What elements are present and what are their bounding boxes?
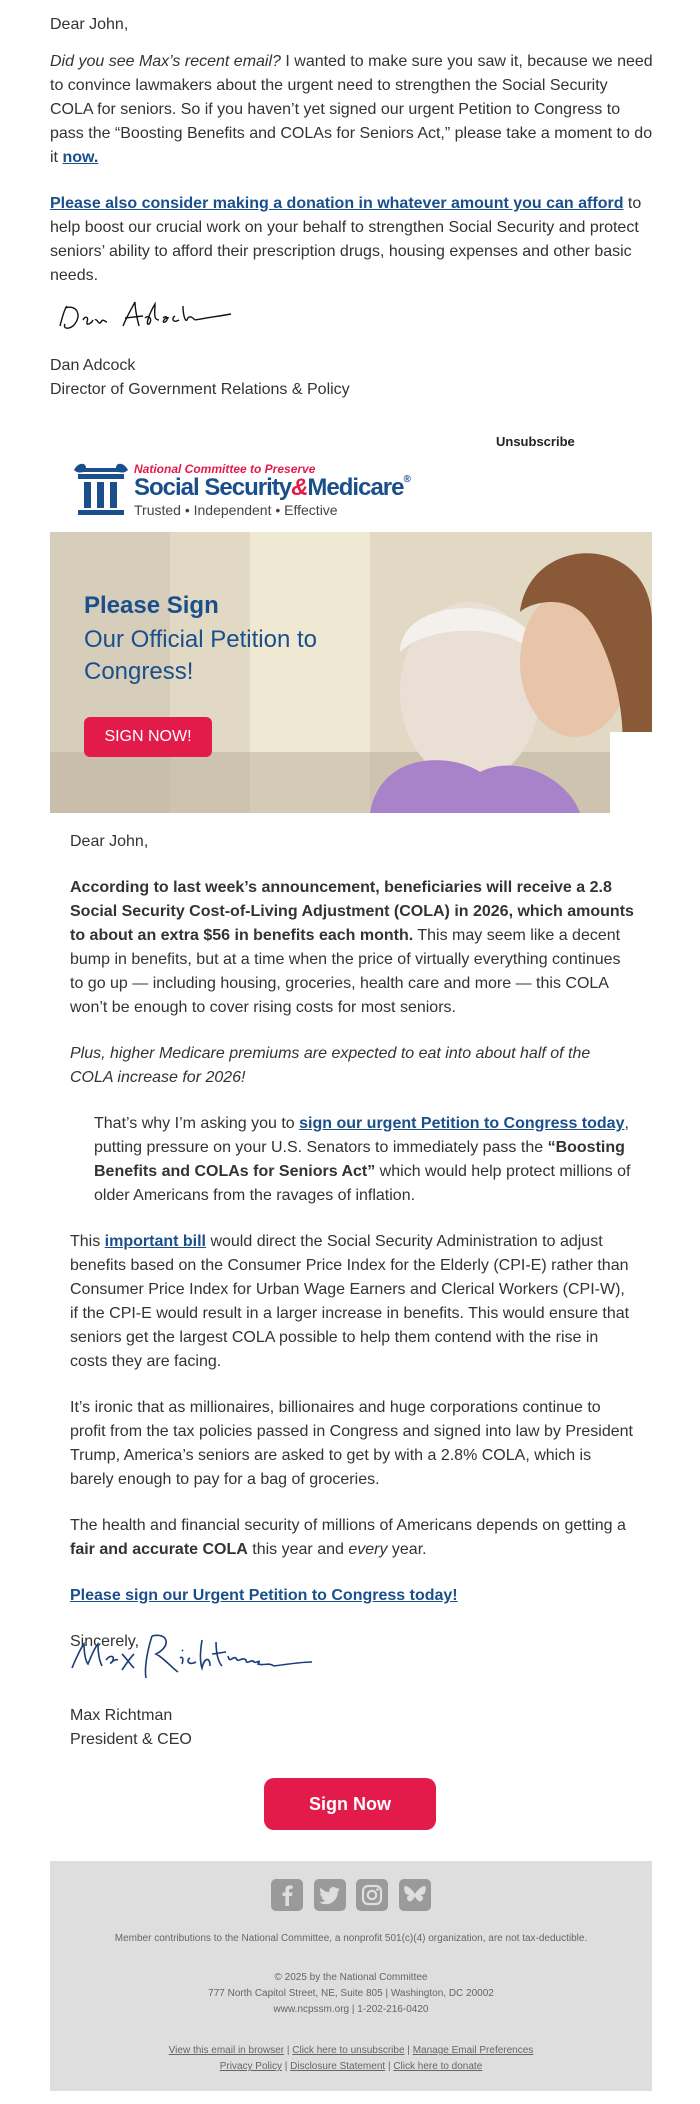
letter-signer-title: President & CEO [70,1731,192,1748]
letter-signer-block [70,1704,192,1752]
intro-p1-italic: Did you see Max’s recent email? [50,53,281,70]
petition-link[interactable]: sign our urgent Petition to Congress today [299,1115,625,1132]
view-in-browser-link[interactable]: View this email in browser [168,2045,285,2056]
letter-p4-a: This [70,1233,105,1250]
ncpssm-logo[interactable] [72,460,432,522]
intro-p2-text: to help boost our crucial work on your behalf to strengthen Social Security and protect seniors’ ability to afford their prescription drugs, housing expenses and other basic needs. [50,195,642,284]
intro-signer-title: Director of Government Relations & Policy [50,381,350,398]
footer-address: 777 North Capitol Street, NE, Suite 805 | Washington, DC 20002 [208,1988,494,1999]
intro-signer-block [50,354,350,402]
pillar-icon [72,460,130,516]
intro-signer-name: Dan Adcock [50,357,136,374]
letter-paragraph-4 [70,1230,634,1374]
letter-p6-c: year. [387,1541,427,1558]
letter-p3-bold: “Boosting Benefits and COLAs for Seniors Act” [94,1139,625,1180]
logo-ampersand: & [291,474,308,501]
logo-line-2 [134,474,410,502]
letter-greeting: Dear John, [70,833,149,850]
letter-p4-b: would direct the Social Security Administration to adjust benefits based on the Consumer Price Index for the Elderly (CPI-E) rather than Consumer Price Index for Urban Wage Earners and Clerical Workers (CPI-W), if the CPI-E would result in a larger increase in benefits. This would ensure that seniors get the largest COLA possible to help them contend with the rise in costs they are facing. [70,1233,630,1370]
letter-paragraph-7 [70,1584,634,1608]
donation-link[interactable]: Please also consider making a donation in whatever amount you can afford [50,195,624,212]
urgent-petition-link[interactable]: Please sign our Urgent Petition to Congress today! [70,1587,458,1604]
letter-paragraph-5: It’s ironic that as millionaires, billionaires and huge corporations continue to profit from the tax policies passed in Congress and signed into law by President Trump, America’s seniors are asked to get by with a 2.8% COLA, which is barely enough to pay for a bag of groceries. [70,1399,633,1488]
intro-greeting: Dear John, [50,16,129,33]
footer-copyright: © 2025 by the National Committee [274,1972,428,1983]
hero-sign-now-button[interactable]: SIGN NOW! [84,717,212,757]
letter-p6-italic: every [348,1541,388,1558]
letter-paragraph-2 [70,1042,634,1090]
privacy-policy-link[interactable]: Privacy Policy [219,2061,282,2072]
max-richtman-signature [68,1628,318,1693]
manage-preferences-link[interactable]: Manage Email Preferences [412,2045,534,2056]
letter-closing: Sincerely, [70,1633,140,1650]
letter-p1-text: This may seem like a decent bump in benefits, but at a time when the price of virtually everything continues to go up — including housing, groceries, health care and more — this COLA won’t be enough to cover rising costs for most seniors. [70,927,621,1016]
footer-unsubscribe-link[interactable]: Click here to unsubscribe [292,2045,405,2056]
facebook-icon[interactable] [271,1879,303,1911]
bluesky-icon[interactable] [399,1879,431,1911]
hero-banner[interactable] [50,532,652,813]
intro-now-link[interactable]: now. [62,149,99,166]
letter-p2-italic: Plus, higher Medicare premiums are expected to eat into about half of the COLA increase for 2026! [70,1045,591,1086]
sign-now-button[interactable]: Sign Now [264,1778,436,1830]
letter-p3-b: , putting pressure on your U.S. Senators to immediately pass the [94,1115,629,1156]
dan-adcock-signature [55,296,235,341]
intro-p1-text: I wanted to make sure you saw it, because we need to convince lawmakers about the urgent need to strengthen the Social Security COLA for seniors. So if you haven’t yet signed our urgent Petition to Congress to pass the “Boosting Benefits and COLAs for Seniors Act,” please take a moment to do it [50,53,653,166]
letter-p6-a: The health and financial security of millions of Americans depends on getting a [70,1517,626,1534]
letter-paragraph-3 [70,1112,634,1208]
logo-tagline: Trusted • Independent • Effective [134,502,338,518]
footer-disclaimer: Member contributions to the National Committee, a nonprofit 501(c)(4) organization, are not tax-deductible. [114,1933,588,1944]
logo-medicare: Medicare [307,474,404,501]
unsubscribe-link[interactable]: Unsubscribe [496,434,575,449]
important-bill-link[interactable]: important bill [104,1233,206,1250]
letter-p6-b: this year and [247,1541,349,1558]
email-footer [50,1861,652,2091]
letter-p1-bold: According to last week’s announcement, beneficiaries will receive a 2.8 Social Security Cost-of-Living Adjustment (COLA) in 2026, which amounts to about an extra $56 in benefits each month. [70,879,634,944]
letter-paragraph-1 [70,876,634,1020]
instagram-icon[interactable] [356,1879,388,1911]
footer-links-row-1: View this email in browser | Click here to unsubscribe | Manage Email Preferences [168,2045,534,2056]
disclosure-statement-link[interactable]: Disclosure Statement [290,2061,386,2072]
footer-contact[interactable]: www.ncpssm.org | 1-202-216-0420 [273,2004,429,2015]
letter-p6-bold: fair and accurate COLA [70,1541,248,1558]
social-icons [50,1879,652,1911]
logo-line-1: National Committee to Preserve [134,462,316,476]
hero-title-rest: Our Official Petition to Congress! [84,626,317,685]
letter-p3-c: which would help protect millions of older Americans from the ravages of inflation. [94,1163,631,1204]
twitter-icon[interactable] [314,1879,346,1911]
letter-body [70,830,634,1676]
footer-links-row-2: Privacy Policy | Disclosure Statement | Click here to donate [219,2061,483,2072]
footer-address-block [50,1970,652,2018]
donate-link[interactable]: Click here to donate [393,2061,483,2072]
letter-paragraph-6 [70,1514,634,1562]
letter-signer-name: Max Richtman [70,1707,173,1724]
letter-p3-a: That’s why I’m asking you to [94,1115,300,1132]
logo-social-security: Social Security [134,474,292,501]
footer-links [50,2043,652,2075]
intro-paragraph-1 [50,50,654,170]
registered-mark-icon: ® [403,474,410,485]
intro-paragraph-2 [50,192,654,288]
hero-title-bold: Please Sign [84,592,219,619]
